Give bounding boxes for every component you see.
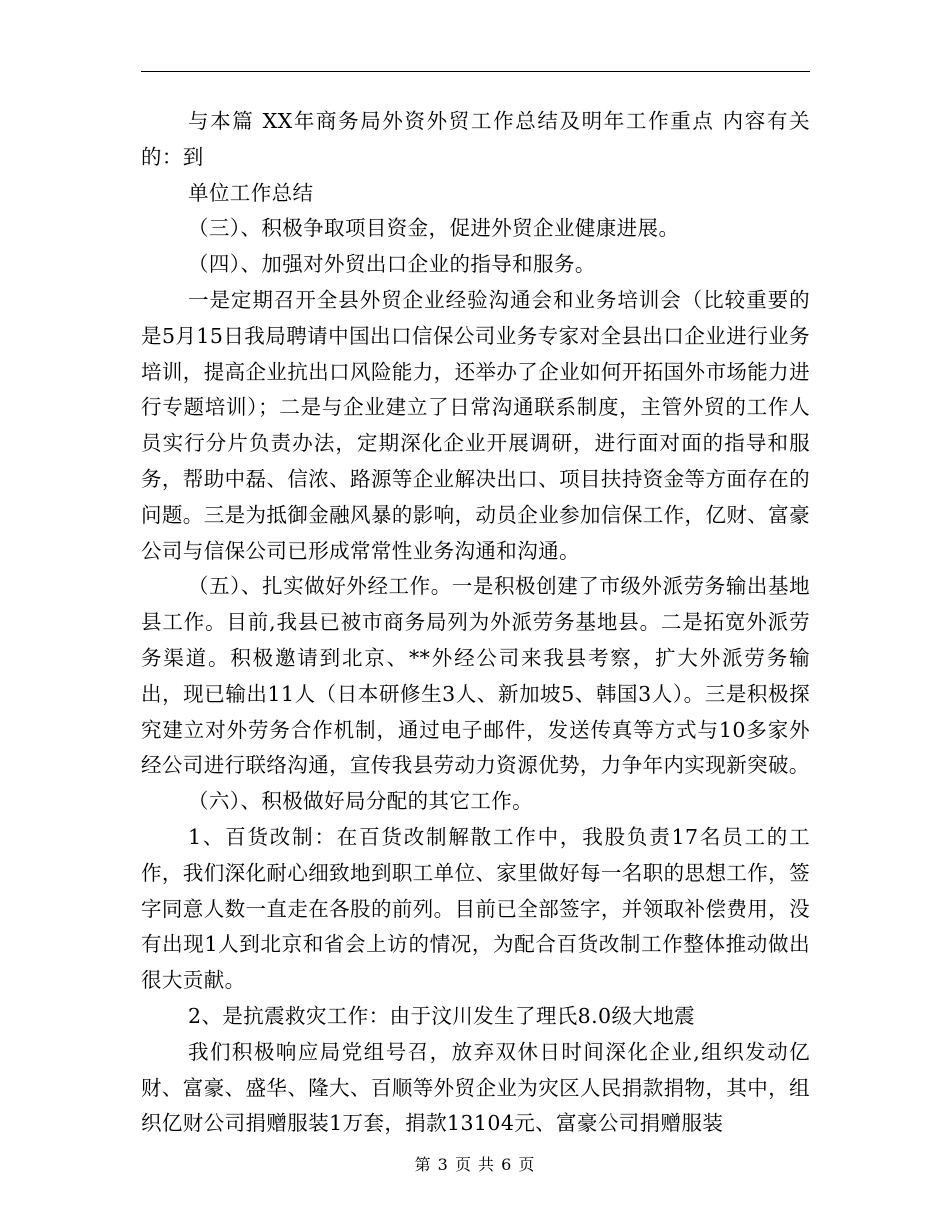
paragraph-donations: 我们积极响应局党组号召，放弃双休日时间深化企业,组织发动亿财、富豪、盛华、隆大、百顺等外贸企业为灾区人民捐款捐物，其中，组织亿财公司捐赠服装1万套，捐款13104元、富豪公司捐赠服装 (141, 1039, 810, 1136)
paragraph-section-4: （四）、加强对外贸出口企业的指导和服务。 (188, 252, 596, 277)
paragraph-section-5: （五）、扎实做好外经工作。一是积极创建了市级外派劳务输出基地县工作。目前,我县已被市商务局列为外派劳务基地县。二是拓宽外派劳务渠道。积极邀请到北京、**外经公司来我县考察，扩大外派劳务输出，现已输出11人（日本研修生3人、新加坡5、韩国3人）。三是积极探究建立对外劳务合作机制，通过电子邮件，发送传真等方式与10多家外经公司进行联络沟通，宣传我县劳动力资源优势，力争年内实现新突破。 (141, 574, 810, 778)
paragraph-department-store-reform: 1、百货改制：在百货改制解散工作中，我股负责17名员工的工作，我们深化耐心细致地到职工单位、家里做好每一名职的思想工作，签字同意人数一直走在各股的前列。目前已全部签字，并领取补偿费用，没有出现1人到北京和省会上访的情况，为配合百货改制工作整体推动做出很大贡献。 (141, 824, 810, 993)
paragraph-section-4-details: 一是定期召开全县外贸企业经验沟通会和业务培训会（比较重要的是5月15日我局聘请中国出口信保公司业务专家对全县出口企业进行业务培训，提高企业抗出口风险能力，还举办了企业如何开拓国外市场能力进行专题培训）；二是与企业建立了日常沟通联系制度，主管外贸的工作人员实行分片负责办法，定期深化企业开展调研，进行面对面的指导和服务，帮助中磊、信浓、路源等企业解决出口、项目扶持资金等方面存在的问题。三是为抵御金融风暴的影响，动员企业参加信保工作，亿财、富豪公司与信保公司已形成常常性业务沟通和沟通。 (141, 287, 810, 563)
paragraph-section-6: （六）、积极做好局分配的其它工作。 (188, 789, 534, 814)
paragraph-section-3: （三）、积极争取项目资金，促进外贸企业健康进展。 (188, 216, 680, 241)
document-body (141, 104, 810, 1142)
paragraph-unit-summary: 单位工作总结 (188, 180, 314, 205)
paragraph-earthquake-relief: 2、是抗震救灾工作：由于汶川发生了理氏8.0级大地震 (188, 1003, 696, 1028)
header-rule (141, 71, 810, 72)
page-number-footer: 第 3 页 共 6 页 (414, 1155, 536, 1174)
paragraph-related-content: 与本篇 XX年商务局外资外贸工作总结及明年工作重点 内容有关的：到 (141, 109, 810, 169)
